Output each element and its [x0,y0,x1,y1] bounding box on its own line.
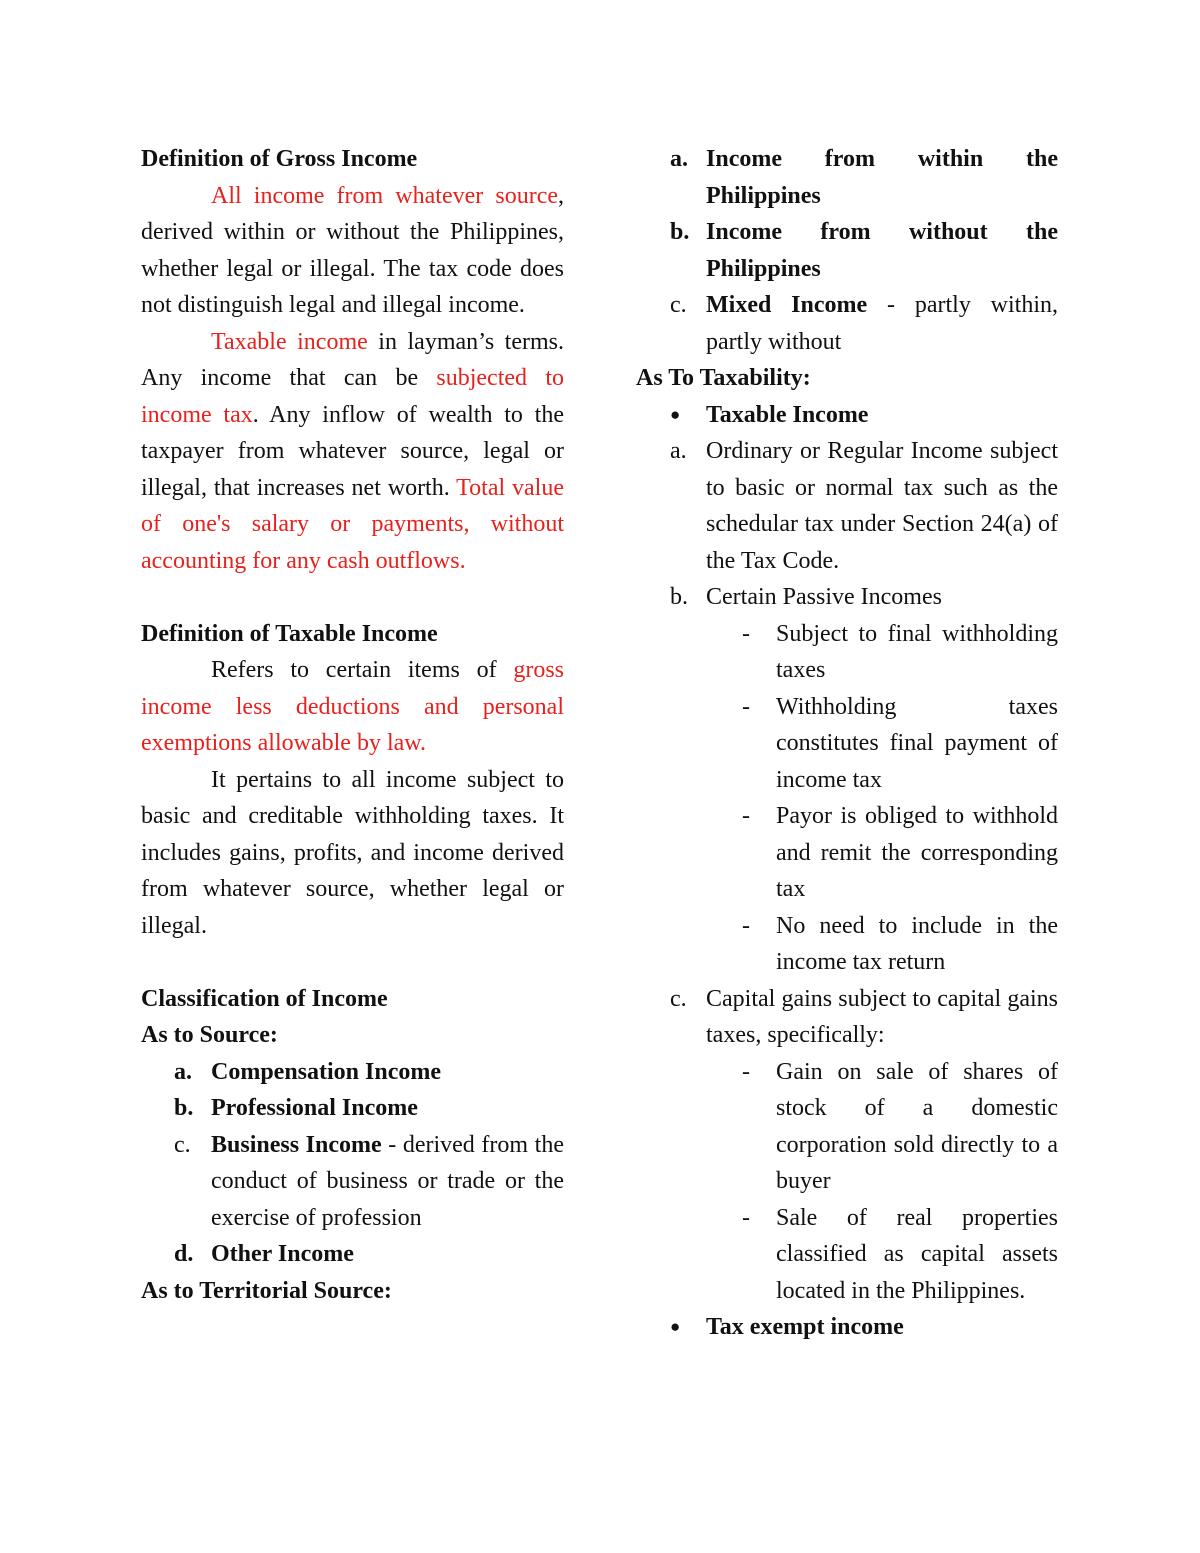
list-item-bold: Mixed Income [706,292,868,318]
list-item [636,141,1058,214]
list-item [636,579,1058,616]
territorial-list [636,141,1058,360]
list-item [174,1054,564,1091]
list-item-bold: Professional Income [211,1095,418,1121]
list-marker: d. [174,1241,194,1267]
list-item [174,1090,564,1127]
list-item-text [211,1236,564,1273]
tax-exempt-label: Tax exempt income [706,1314,904,1340]
gross-income-highlight: All income from whatever source [211,182,558,209]
classification-heading: Classification of Income [141,985,388,1012]
list-marker: b. [670,584,688,610]
dash-icon: - [742,620,750,647]
passive-income-text: Certain Passive Incomes [706,584,942,610]
sub-list-item [706,689,1058,799]
dash-icon: - [742,1204,750,1231]
list-item-bold: Income from without the Philippines [706,219,1058,282]
gross-income-text: , derived within or without the Philippines, whether legal or illegal. The tax code does not distinguish legal and illegal income. [141,182,564,318]
taxable-income-paragraph-2: It pertains to all income subject to basic and creditable withholding taxes. It includes gains, profits, and income derived from whatever source, whether legal or illegal. [141,766,564,939]
bullet-icon: ● [670,1317,681,1336]
tax-exempt-bullet [636,1309,1058,1346]
list-marker: b. [670,219,690,245]
sub-list-text: Subject to final withholding taxes [776,620,1058,683]
sub-list-item [706,1200,1058,1310]
capital-gains-text: Capital gains subject to capital gains taxes, specifically: [706,985,1058,1048]
list-item-rest: - partly within, partly without [706,292,1058,355]
list-item-bold: Income from within the Philippines [706,146,1058,209]
taxable-layman-highlight: Taxable income [211,328,368,355]
list-item [636,433,1058,579]
list-item [636,214,1058,287]
ordinary-income-text: Ordinary or Regular Income subject to basic or normal tax such as the schedular tax under Section 24(a) of the Tax Code. [706,438,1058,574]
dash-icon: - [742,803,750,829]
gross-income-heading: Definition of Gross Income [141,146,418,172]
taxability-heading: As To Taxability: [636,365,811,391]
sub-list-item [706,908,1058,981]
sub-list-item [706,1054,1058,1200]
taxable-income-highlight: gross income less deductions and personal exemptions allowable by law. [141,657,564,756]
source-list [141,1054,564,1273]
total-value-highlight: Total value of one's salary or payments, without accounting for any cash outflows. [141,474,564,574]
spacer [141,944,564,981]
sub-list-text: No need to include in the income tax return [776,912,1058,975]
list-item-text [706,141,1058,214]
taxable-layman-paragraph [141,324,564,580]
right-column [636,141,1058,1346]
taxable-income-label: Taxable Income [706,401,869,428]
sub-list-text: Sale of real properties classified as capital assets located in the Philippines. [776,1204,1058,1304]
as-to-source-heading: As to Source: [141,1022,278,1048]
list-marker: b. [174,1095,194,1121]
subjected-highlight: subjected to income tax [141,365,564,428]
list-marker: c. [670,292,687,318]
list-item-bold: Business Income [211,1131,382,1158]
taxable-income-bullet [636,397,1058,434]
sub-list-text: Gain on sale of shares of stock of a domestic corporation sold directly to a buyer [776,1058,1058,1194]
sub-list-item [706,798,1058,908]
dash-icon: - [742,912,750,939]
sub-list-text: Withholding taxes constitutes final payment of income tax [776,693,1058,793]
list-item-bold: Other Income [211,1241,354,1267]
list-marker: a. [670,438,687,464]
list-item-bold: Compensation Income [211,1058,442,1085]
bullet-icon: ● [670,404,681,424]
list-item-text [211,1090,564,1127]
territorial-heading: As to Territorial Source: [141,1277,392,1304]
spacer [141,579,564,616]
list-item-text [211,1127,564,1237]
list-item-text [706,287,1058,360]
taxable-income-paragraph [141,652,564,762]
list-marker: a. [670,146,688,172]
inflow-text: . Any inflow of wealth to the taxpayer from whatever source, legal or illegal, that increases net worth. [141,401,564,501]
gross-income-paragraph [141,178,564,324]
list-item [636,981,1058,1054]
dash-icon: - [742,693,750,720]
list-item-rest: - derived from the conduct of business or trade or the exercise of profession [211,1131,564,1231]
taxable-layman-text: in layman’s terms. Any income that can be [141,328,564,391]
list-item-text [706,214,1058,287]
list-item [636,287,1058,360]
sub-list-item [706,616,1058,689]
list-marker: c. [670,985,687,1012]
list-marker: c. [174,1131,191,1158]
sub-list-text: Payor is obliged to withhold and remit the corresponding tax [776,803,1058,902]
list-item [174,1236,564,1273]
taxable-income-text: Refers to certain items of [211,657,514,683]
left-column [141,141,564,1309]
taxable-income-heading: Definition of Taxable Income [141,620,438,647]
list-item-text [211,1054,564,1091]
dash-icon: - [742,1058,750,1085]
list-marker: a. [174,1058,192,1085]
list-item [174,1127,564,1237]
